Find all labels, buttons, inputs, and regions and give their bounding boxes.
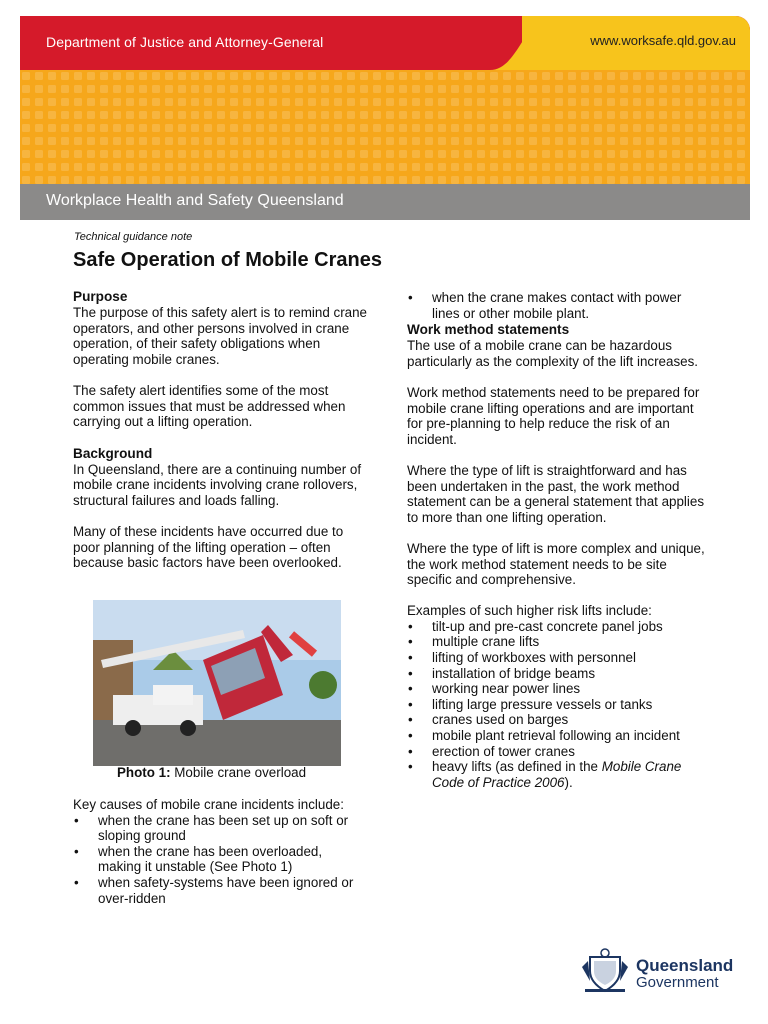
logo-queensland: Queensland [636, 956, 734, 975]
bullet-icon: • [408, 712, 413, 728]
wms-paragraph-3: Where the type of lift is straightforward and has been undertaken in the past, the work method statement can be a general statement that applies to more than one lifting operation. [407, 462, 705, 525]
purpose-paragraph-1: The purpose of this safety alert is to remind crane operators, and other persons involved in crane operation, of their safety obligations when operating mobile cranes. [73, 305, 367, 367]
examples-list [407, 619, 707, 791]
queensland-crest-icon [580, 947, 630, 995]
page-title: Safe Operation of Mobile Cranes [73, 249, 382, 271]
left-column-top [73, 289, 368, 571]
header-banner [20, 16, 750, 220]
wms-paragraph-1: The use of a mobile crane can be hazardous particularly as the complexity of the lift increases. [407, 338, 698, 369]
left-column-bottom [73, 797, 368, 906]
bullet-icon: • [408, 728, 413, 744]
wms-heading: Work method statements [407, 322, 570, 338]
background-heading: Background [73, 445, 153, 461]
bullet-icon: • [408, 743, 413, 759]
list-item: • cranes used on barges [408, 712, 569, 728]
bullet-icon: • [408, 696, 413, 712]
bullet-icon: • [408, 665, 413, 681]
list-item: • when safety-systems have been ignored or over-ridden [74, 874, 354, 906]
background-paragraph-2: Many of these incidents have occurred due to poor planning of the lifting operation – often because basic factors have been overlooked. [73, 524, 344, 571]
bullet-icon: • [408, 618, 413, 634]
list-item: • mobile plant retrieval following an incident [408, 728, 680, 744]
background-paragraph-1: In Queensland, there are a continuing number of mobile crane incidents involving crane rollovers, structural failures and loads falling. [73, 461, 362, 508]
list-item: • when the crane has been set up on soft or sloping ground [74, 812, 349, 844]
bullet-icon: • [408, 681, 413, 697]
caption-text: Mobile crane overload [170, 765, 307, 780]
caption-label: Photo 1: [117, 765, 171, 780]
list-item: • heavy lifts (as defined in the Mobile Crane Code of Practice 2006). [408, 759, 682, 790]
list-item: • tilt-up and pre-cast concrete panel jobs [408, 618, 663, 634]
list-item: • lifting large pressure vessels or tanks [408, 696, 653, 712]
bullet-icon: • [408, 759, 413, 775]
list-item: • erection of tower cranes [408, 743, 575, 759]
right-column [407, 290, 707, 790]
causes-intro: Key causes of mobile crane incidents include: [73, 797, 344, 812]
bullet-icon: • [74, 843, 79, 859]
banner-pattern [20, 70, 750, 184]
list-item: • installation of bridge beams [408, 665, 596, 681]
list-item: • working near power lines [408, 681, 581, 697]
bullet-icon: • [408, 650, 413, 666]
purpose-heading: Purpose [73, 289, 128, 304]
list-item: • multiple crane lifts [408, 634, 540, 650]
wms-paragraph-2: Work method statements need to be prepared for mobile crane lifting operations and are important for pre-planning to help reduce the risk of an incident. [407, 384, 700, 447]
list-item: • lifting of workboxes with personnel [408, 650, 636, 666]
bullet-icon: • [408, 634, 413, 650]
bullet-icon: • [74, 874, 79, 890]
crane-photo [93, 600, 341, 766]
causes-list [73, 813, 368, 907]
photo-caption [117, 765, 306, 780]
website-link[interactable]: www.worksafe.qld.gov.au [590, 33, 736, 48]
department-name: Department of Justice and Attorney-General [46, 34, 324, 50]
banner-curve [490, 16, 550, 70]
bullet-icon: • [408, 290, 413, 305]
logo-government: Government [636, 974, 719, 991]
bullet-icon: • [74, 812, 79, 828]
agency-name: Workplace Health and Safety Queensland [46, 192, 344, 209]
causes-list-continued [407, 290, 707, 321]
list-item: • when the crane has been overloaded, making it unstable (See Photo 1) [74, 843, 323, 875]
document-type: Technical guidance note [74, 231, 193, 243]
purpose-paragraph-2: The safety alert identifies some of the most common issues that must be addressed when carrying out a lifting operation. [73, 382, 346, 430]
examples-intro: Examples of such higher risk lifts include: [407, 603, 652, 619]
wms-paragraph-4: Where the type of lift is more complex and unique, the work method statement needs to be site specific and comprehensive. [407, 540, 705, 588]
list-item: • when the crane makes contact with power lines or other mobile plant. [408, 290, 682, 321]
